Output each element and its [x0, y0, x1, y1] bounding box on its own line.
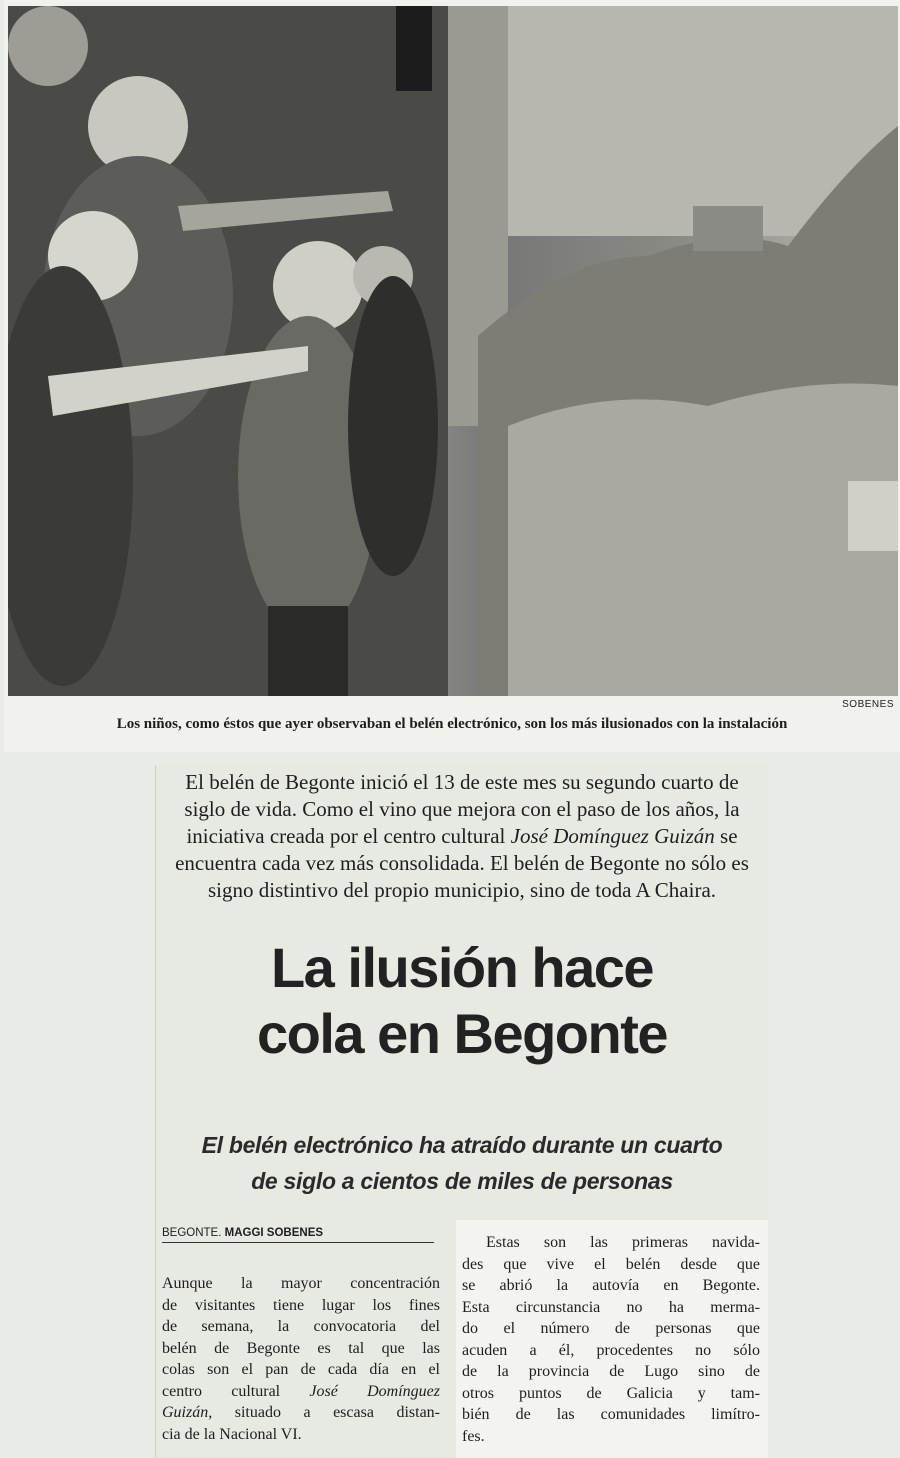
- article-column-2: [462, 1232, 760, 1447]
- news-photo-children-nativity: [8, 6, 898, 696]
- col1-italic-surname: Guizán,: [162, 1404, 213, 1421]
- article-clipping: [155, 765, 768, 1458]
- col2-line: bién de las comunidades limítro-: [462, 1406, 760, 1423]
- col1-italic-name: José Domínguez: [309, 1382, 440, 1400]
- photo-section: [4, 0, 900, 752]
- article-column-2-box: [456, 1220, 768, 1458]
- subhead-line-1: El belén electrónico ha atraído durante un cuarto: [201, 1132, 723, 1158]
- headline-line-1: La ilusión hace: [270, 936, 654, 999]
- col1-line-7: [162, 1402, 440, 1424]
- article-column-1: [162, 1273, 440, 1445]
- article-headline: [156, 935, 768, 1067]
- col1-line: Aunque la mayor concentración: [162, 1275, 440, 1292]
- col1-line: colas son el pan de cada día en el: [162, 1361, 440, 1378]
- col1-line: belén de Begonte es tal que las: [162, 1339, 440, 1357]
- article-lead: [166, 769, 758, 904]
- byline-author: MAGGI SOBENES: [224, 1227, 324, 1239]
- photo-icon: [8, 6, 898, 696]
- lead-text-1: El belén de Begonte inició el 13 de este mes su segundo cuarto de siglo de vida. Como el vino que mejora con el paso de los años, la iniciativa creada por el centro cultural: [184, 770, 740, 848]
- lead-text-2: se encuentra cada vez más consolidada. El belén de Begonte no sólo es signo distintivo del propio municipio, sino de toda A Chaira.: [175, 824, 749, 902]
- headline-line-2: cola en Begonte: [256, 1002, 668, 1065]
- article-byline: [162, 1227, 434, 1243]
- col2-line: acuden a él, procedentes no sólo: [462, 1341, 760, 1359]
- col2-line: Esta circunstancia no ha merma-: [462, 1298, 760, 1316]
- col1-line: de visitantes tiene lugar los fines: [162, 1296, 440, 1314]
- col2-line: des que vive el belén desde que: [462, 1255, 760, 1273]
- photo-credit: SOBENES: [842, 699, 894, 710]
- col2-line: otros puntos de Galicia y tam-: [462, 1384, 760, 1402]
- col2-line: fes.: [462, 1427, 485, 1445]
- col2-line: Estas son las primeras navida-: [486, 1234, 760, 1251]
- lead-italic-name: José Domínguez Guizán: [510, 824, 715, 848]
- subhead-line-2: de siglo a cientos de miles de personas: [251, 1168, 673, 1194]
- byline-place: BEGONTE.: [162, 1227, 222, 1239]
- article-subheadline: [156, 1127, 768, 1199]
- col2-line: do el número de personas que: [462, 1320, 760, 1337]
- photo-caption: Los niños, como éstos que ayer observaban el belén electrónico, son los más ilusionados con la instalación: [116, 716, 788, 732]
- col1-line-7-text: situado a escasa distan-: [212, 1404, 440, 1421]
- col2-line: de la provincia de Lugo sino de: [462, 1363, 760, 1380]
- col1-line-6-text: centro cultural: [162, 1382, 310, 1400]
- col1-line: de semana, la convocatoria del: [162, 1318, 440, 1335]
- col1-line: cia de la Nacional VI.: [162, 1425, 302, 1443]
- col1-line-6: [162, 1381, 440, 1403]
- col2-line: se abrió la autovía en Begonte.: [462, 1277, 760, 1294]
